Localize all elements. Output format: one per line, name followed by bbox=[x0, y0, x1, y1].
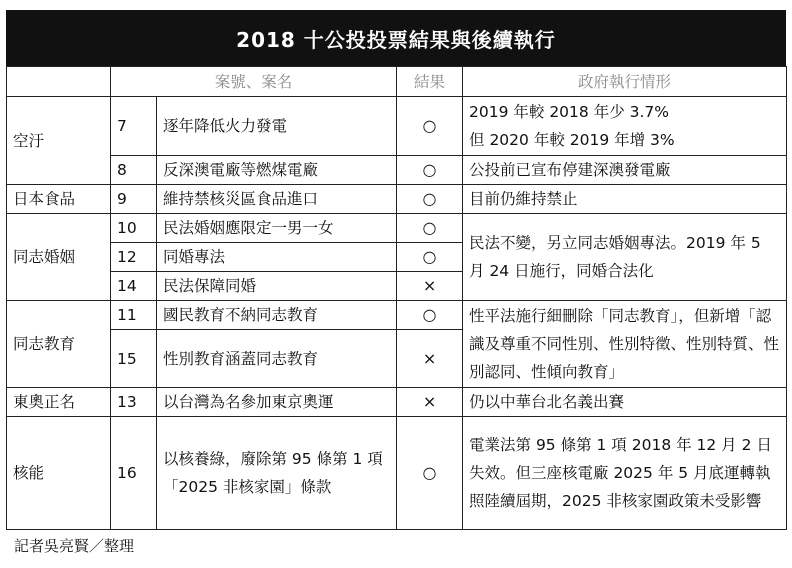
gov-status-line: 2019 年較 2018 年少 3.7% bbox=[469, 103, 669, 121]
case-number: 15 bbox=[111, 330, 157, 388]
gov-status: 民法不變，另立同志婚姻專法。2019 年 5 月 24 日施行，同婚合法化 bbox=[463, 214, 787, 301]
gov-status-line: 但 2020 年較 2019 年增 3% bbox=[469, 131, 675, 149]
category-cell: 同志婚姻 bbox=[7, 214, 111, 301]
header-gov: 政府執行情形 bbox=[463, 67, 787, 97]
gov-status: 目前仍維持禁止 bbox=[463, 185, 787, 214]
case-number: 7 bbox=[111, 97, 157, 156]
gov-status bbox=[463, 97, 787, 156]
case-name: 逐年降低火力發電 bbox=[157, 97, 397, 156]
reporter-credit: 記者吳亮賢／整理 bbox=[14, 537, 135, 555]
table-row bbox=[7, 185, 787, 214]
case-name: 反深澳電廠等燃煤電廠 bbox=[157, 156, 397, 185]
table-row bbox=[7, 388, 787, 417]
result-mark: ○ bbox=[397, 156, 463, 185]
result-mark: ○ bbox=[397, 214, 463, 243]
case-name: 以核養綠，廢除第 95 條第 1 項「2025 非核家園」條款 bbox=[157, 417, 397, 530]
result-mark: × bbox=[397, 388, 463, 417]
result-mark: ○ bbox=[397, 243, 463, 272]
header-case: 案號、案名 bbox=[111, 67, 397, 97]
result-mark: × bbox=[397, 272, 463, 301]
header-blank bbox=[7, 67, 111, 97]
result-mark: ○ bbox=[397, 417, 463, 530]
table-row bbox=[7, 214, 787, 243]
case-number: 9 bbox=[111, 185, 157, 214]
header-row bbox=[7, 67, 787, 97]
case-number: 8 bbox=[111, 156, 157, 185]
case-number: 14 bbox=[111, 272, 157, 301]
case-name: 維持禁核災區食品進口 bbox=[157, 185, 397, 214]
gov-status: 電業法第 95 條第 1 項 2018 年 12 月 2 日失效。但三座核電廠 2025 年 5 月底運轉執照陸續屆期，2025 非核家園政策未受影響 bbox=[463, 417, 787, 530]
case-name: 民法保障同婚 bbox=[157, 272, 397, 301]
case-name: 國民教育不納同志教育 bbox=[157, 301, 397, 330]
case-number: 13 bbox=[111, 388, 157, 417]
result-mark: × bbox=[397, 330, 463, 388]
table-row bbox=[7, 301, 787, 330]
table-row bbox=[7, 97, 787, 156]
header-result: 結果 bbox=[397, 67, 463, 97]
case-number: 16 bbox=[111, 417, 157, 530]
case-name: 以台灣為名參加東京奧運 bbox=[157, 388, 397, 417]
referendum-table bbox=[6, 66, 787, 530]
category-cell: 東奧正名 bbox=[7, 388, 111, 417]
case-number: 11 bbox=[111, 301, 157, 330]
gov-status: 性平法施行細刪除「同志教育」，但新增「認識及尊重不同性別、性別特徵、性別特質、性別認同、性傾向教育」 bbox=[463, 301, 787, 388]
result-mark: ○ bbox=[397, 301, 463, 330]
category-cell: 核能 bbox=[7, 417, 111, 530]
table-row bbox=[7, 417, 787, 530]
case-name: 民法婚姻應限定一男一女 bbox=[157, 214, 397, 243]
category-cell: 同志教育 bbox=[7, 301, 111, 388]
case-name: 性別教育涵蓋同志教育 bbox=[157, 330, 397, 388]
result-mark: ○ bbox=[397, 97, 463, 156]
table-row bbox=[7, 156, 787, 185]
gov-status: 公投前已宣布停建深澳發電廠 bbox=[463, 156, 787, 185]
result-mark: ○ bbox=[397, 185, 463, 214]
case-number: 10 bbox=[111, 214, 157, 243]
category-cell: 空汙 bbox=[7, 97, 111, 185]
category-cell: 日本食品 bbox=[7, 185, 111, 214]
case-number: 12 bbox=[111, 243, 157, 272]
table-title: 2018 十公投投票結果與後續執行 bbox=[6, 10, 786, 66]
case-name: 同婚專法 bbox=[157, 243, 397, 272]
gov-status: 仍以中華台北名義出賽 bbox=[463, 388, 787, 417]
